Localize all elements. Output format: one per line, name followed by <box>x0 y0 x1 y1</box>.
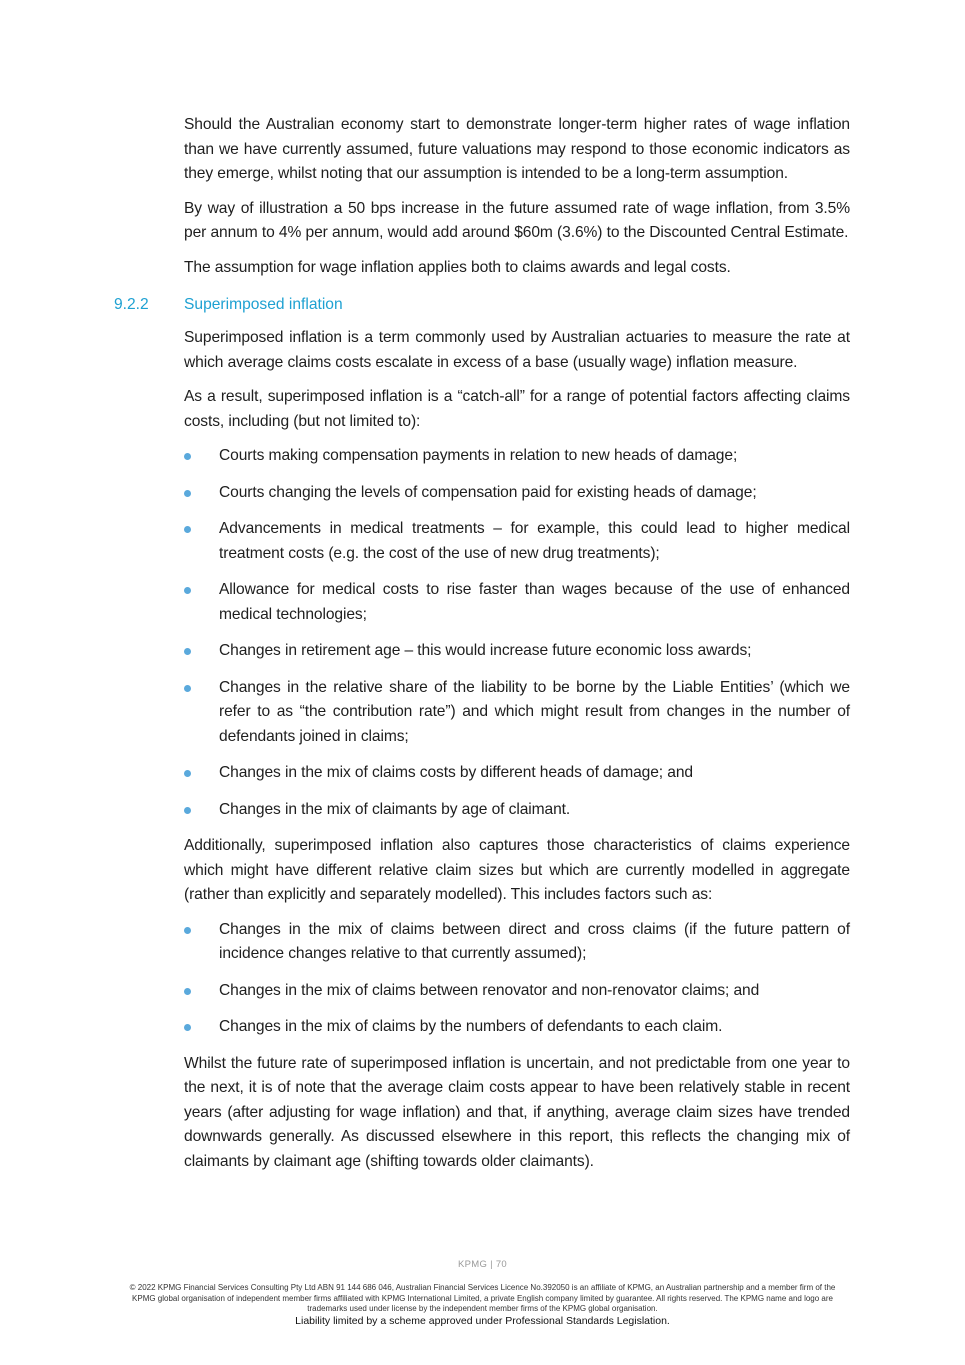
bullet-icon <box>184 526 191 533</box>
list-item <box>184 798 850 823</box>
list-item <box>184 761 850 786</box>
list-item-text: Changes in the mix of claims costs by different heads of damage; and <box>219 764 693 781</box>
bullet-icon <box>184 648 191 655</box>
list-item-text: Changes in the mix of claims between direct and cross claims (if the future pattern of incidence changes relative to that currently assumed); <box>219 920 850 962</box>
bullet-icon <box>184 807 191 814</box>
list-item <box>184 918 850 967</box>
list-item <box>184 1015 850 1040</box>
list-item <box>184 444 850 469</box>
list-item-text: Courts making compensation payments in relation to new heads of damage; <box>219 447 738 464</box>
catch-all-paragraph: As a result, superimposed inflation is a “catch-all” for a range of potential factors affecting claims costs, including (but not limited to): <box>184 388 850 430</box>
list-item <box>184 517 850 566</box>
list-item-text: Courts changing the levels of compensation paid for existing heads of damage; <box>219 483 757 501</box>
legal-notice: © 2022 KPMG Financial Services Consulting Pty Ltd ABN 91 144 686 046, Australian Financial Services Licence No.392050 is an affiliate of KPMG, an Australian partnership and a member firm of the KPMG global organisation of independent member firms affiliated with KPMG International Limited, a private English company limited by guarantee. All rights reserved. The KPMG name and logo are trademarks used under license by the independent member firms of the KPMG global organisation. <box>129 1283 836 1313</box>
illustration-paragraph: By way of illustration a 50 bps increase in the future assumed rate of wage inflation, from 3.5% per annum to 4% per annum, would add around $60m (3.6%) to the Discounted Central Estimate. <box>184 199 850 241</box>
bullet-icon <box>184 988 191 995</box>
bullet-icon <box>184 770 191 777</box>
list-item <box>184 578 850 627</box>
list-item-text: Changes in the relative share of the liability to be borne by the Liable Entities’ (which we refer to as “the contribution rate”) and which might result from changes in the number of defendants joined in claims; <box>219 678 850 745</box>
factors-list <box>184 444 850 822</box>
list-item-text: Changes in the mix of claims by the numbers of defendants to each claim. <box>219 1018 723 1035</box>
assumption-paragraph: The assumption for wage inflation applies both to claims awards and legal costs. <box>184 258 731 276</box>
page-number: KPMG | 70 <box>458 1259 507 1270</box>
section-heading <box>114 293 850 317</box>
bullet-icon <box>184 685 191 692</box>
bullet-icon <box>184 490 191 497</box>
list-item-text: Changes in the mix of claimants by age of claimant. <box>219 800 571 818</box>
section-number: 9.2.2 <box>114 296 149 313</box>
bullet-icon <box>184 1024 191 1031</box>
section-title: Superimposed inflation <box>184 296 343 313</box>
list-item-text: Changes in the mix of claims between renovator and non-renovator claims; and <box>219 981 760 999</box>
additional-paragraph: Additionally, superimposed inflation also captures those characteristics of claims experience which might have different relative claim sizes but which are currently modelled in aggregate (rather than explicitly and separately modelled). This includes factors such as: <box>184 837 850 903</box>
bullet-icon <box>184 927 191 934</box>
bullet-icon <box>184 587 191 594</box>
list-item-text: Advancements in medical treatments – for example, this could lead to higher medical treatment costs (e.g. the cost of the use of new drug treatments); <box>219 520 850 562</box>
mix-factors-list <box>184 918 850 1040</box>
list-item <box>184 481 850 506</box>
page-content <box>114 113 850 1184</box>
bullet-icon <box>184 453 191 460</box>
list-item <box>184 676 850 750</box>
list-item-text: Changes in retirement age – this would increase future economic loss awards; <box>219 642 752 659</box>
list-item <box>184 639 850 664</box>
list-item-text: Allowance for medical costs to rise faster than wages because of the use of enhanced medical technologies; <box>219 581 850 623</box>
liability-notice: Liability limited by a scheme approved under Professional Standards Legislation. <box>295 1315 670 1327</box>
list-item <box>184 979 850 1004</box>
definition-paragraph: Superimposed inflation is a term commonly used by Australian actuaries to measure the rate at which average claims costs escalate in excess of a base (usually wage) inflation measure. <box>184 329 850 371</box>
wage-inflation-paragraph: Should the Australian economy start to demonstrate longer-term higher rates of wage inflation than we have currently assumed, future valuations may respond to those economic indicators as they emerge, whilst noting that our assumption is intended to be a long-term assumption. <box>184 116 850 182</box>
closing-paragraph: Whilst the future rate of superimposed inflation is uncertain, and not predictable from one year to the next, it is of note that the average claim costs appear to have been relatively stable in recent years (after adjusting for wage inflation) and that, if anything, average claim sizes have trended downwards generally. As discussed elsewhere in this report, this reflects the changing mix of claimants by claimant age (shifting towards older claimants). <box>184 1054 850 1170</box>
